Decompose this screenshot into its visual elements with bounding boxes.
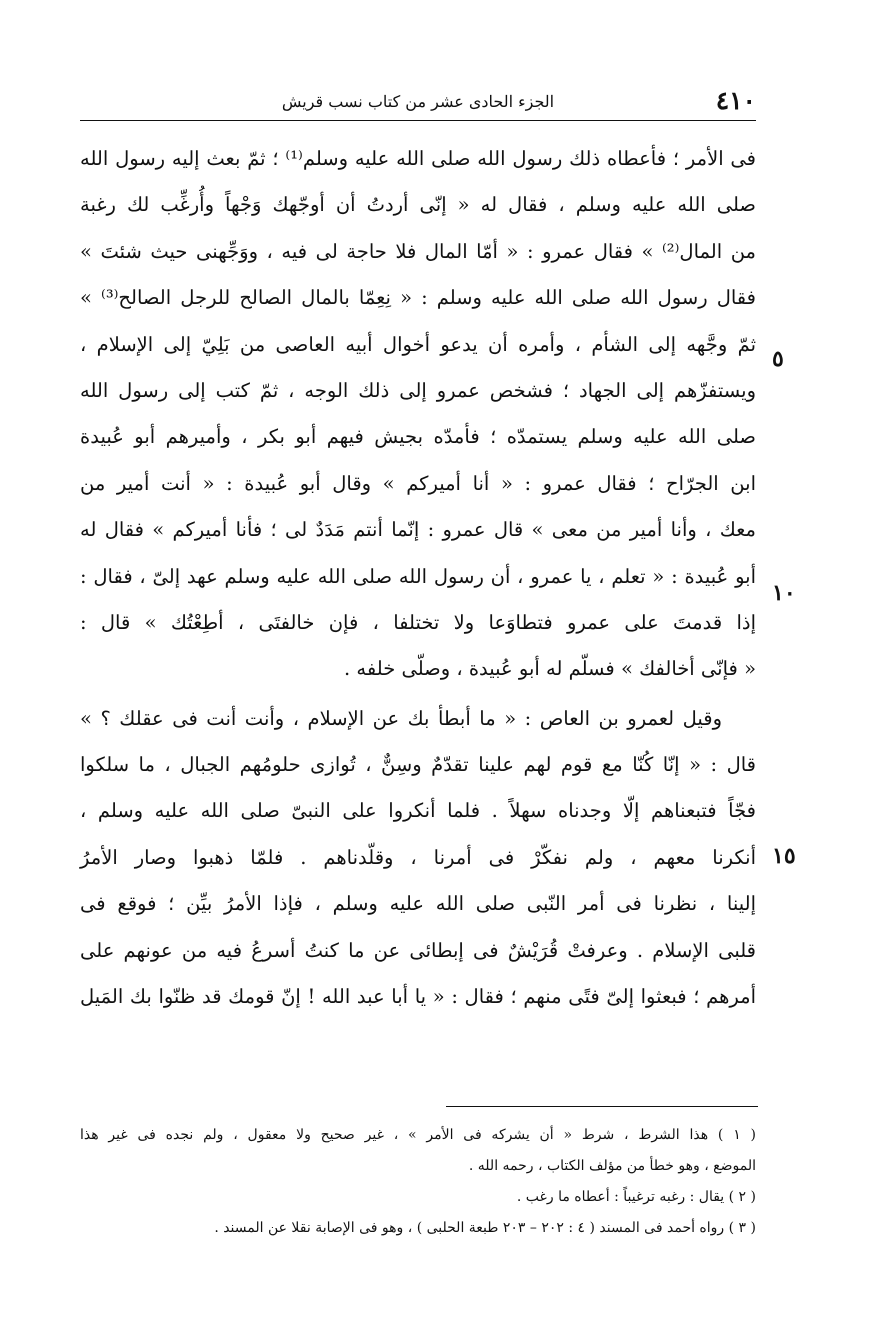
text-line: ابن الجرّاح ؛ فقال عمرو : « أنا أميركم » وقال أبو عُبيدة : « أنت أمير من [80,471,756,495]
text-line: قال : « إنّا كُنّا مع قوم لهم علينا تقدّمٌ وسِنٌّ ، تُوازى حلومُهم الجبال ، ما سلكوا [80,753,756,777]
text-line: أمرهم ؛ فبعثوا إلىّ فتًى منهم ؛ فقال : « يا أبا عبد الله ! إنّ قومك قد ظنّوا بك المَيل [80,985,756,1009]
text-line: فى الأمر ؛ فأعطاه ذلك رسول الله صلى الله عليه وسلم⁽¹⁾ ؛ ثمّ بعث إليه رسول الله [80,147,757,170]
text-line: فقال رسول الله صلى الله عليه وسلم : « نِعِمّا بالمال الصالح للرجل الصالح⁽³⁾ » [80,286,756,310]
text-line: ثمّ وجَّهه إلى الشأم ، وأمره أن يدعو أخوال أبيه العاصى من بَلِيّ إلى الإسلام ، [80,332,756,356]
line-number-5: ٥ [772,346,784,372]
paragraph-start-line: وقيل لعمرو بن العاص : « ما أبطأ بك عن الإسلام ، وأنت أنت فى عقلك ؟ » [80,706,722,730]
line-number-15: ١٥ [772,843,796,869]
footnote-2: ( ٢ ) يقال : رغبه ترغيباً : أعطاه ما رغب . [516,1189,756,1205]
footnote-3: ( ٣ ) رواه أحمد فى المسند ( ٤ : ٢٠٢ – ٢٠٣ طبعة الحلبى ) ، وهو فى الإصابة نقلا عن المسند . [214,1220,756,1236]
page-number: ٤١٠ [715,86,756,115]
text-line: إلينا ، نظرنا فى أمر النّبى صلى الله عليه وسلم ، فإذا الأمرُ بيِّن ؛ فوقع فى [80,892,756,916]
text-line: صلى الله عليه وسلم ، فقال له « إنّى أردتُ أن أوجّهك وَجْهاً وأُرغِّب لك رغبة [80,193,756,217]
footnotes [80,1120,756,1244]
text-line: قلبى الإسلام . وعرفتْ قُرَيْشٌ فى إبطائى عن ما كنتُ أسرعُ فيه من عونهم على [80,938,756,962]
text-line: من المال⁽²⁾ » فقال عمرو : « أمّا المال فلا حاجة لى فيه ، ووَجِّهنى حيث شئتَ » [80,239,756,263]
text-line: إذا قدمتَ على عمرو فتطاوَعا ولا تختلفا ، فإن خالفتَى ، أطِعْتُك » قال : [80,610,756,634]
text-line: أبو عُبيدة : « تعلم ، يا عمرو ، أن رسول الله صلى الله عليه وسلم عهد إلىّ ، فقال : [80,564,756,588]
running-title: الجزء الحادى عشر من كتاب نسب قريش [281,92,555,111]
footnote-1-continued: الموضع ، وهو خطأ من مؤلف الكتاب ، رحمه الله . [468,1158,756,1174]
main-text [80,136,756,1020]
footnote-1: ( ١ ) هذا الشرط ، شرط « أن يشركه فى الأمر » ، غير صحيح ولا معقول ، ولم نجده فى غير هذا [80,1127,756,1143]
text-line: صلى الله عليه وسلم يستمدّه ؛ فأمدّه بجيش فيهم أبو بكر ، وأميرهم أبو عُبيدة [80,425,756,449]
text-line: ويستفزّهم إلى الجهاد ؛ فشخص عمرو إلى ذلك الوجه ، ثمّ كتب إلى رسول الله [80,378,756,402]
text-line: معك ، وأنا أمير من معى » قال عمرو : إنّما أنتم مَدَدٌ لى ؛ فأنا أميركم » فقال له [80,518,756,542]
text-line: أنكرنا معهم ، ولم نفكّرْ فى أمرنا ، وقلّدناهم . فلمّا ذهبوا وصار الأمرُ [80,845,756,869]
text-line: « فإنّى أخالفك » فسلّم له أبو عُبيدة ، وصلّى خلفه . [344,657,756,681]
line-number-10: ١٠ [772,580,796,606]
text-line: فجّاً فتبعناهم إلّا وجدناه سهلاً . فلما أنكروا على النبىّ صلى الله عليه وسلم ، [80,799,756,823]
footnote-divider [446,1106,758,1107]
page-header [80,86,756,121]
